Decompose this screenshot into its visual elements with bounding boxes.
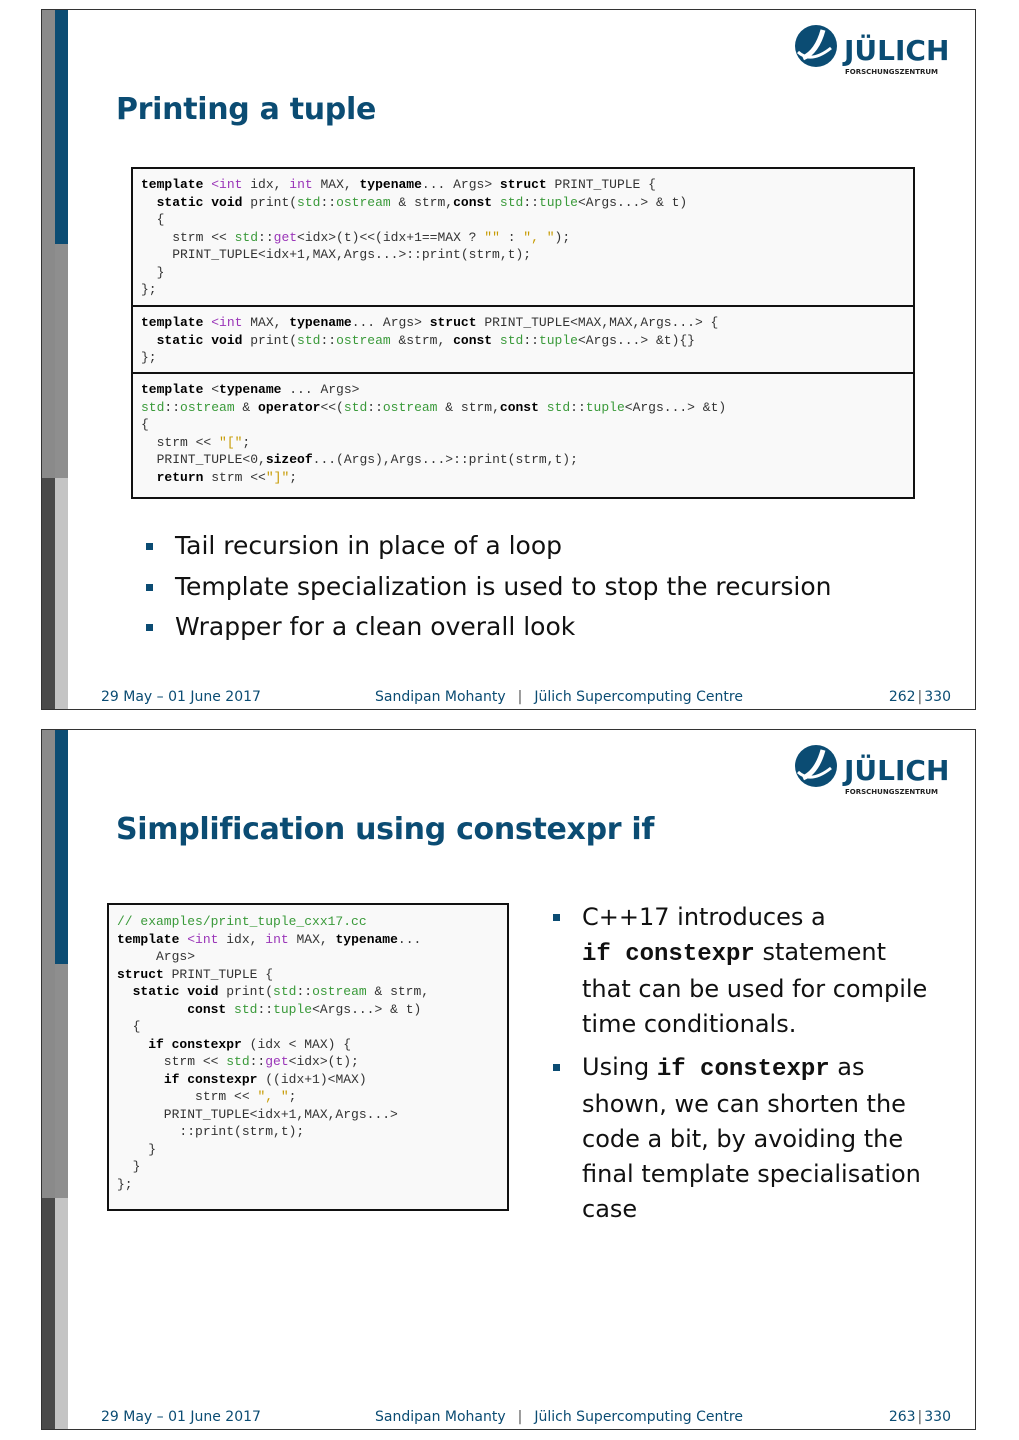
slide-263	[41, 729, 976, 1430]
code-block-print-tuple: template <int idx, int MAX, typename... Args> struct PRINT_TUPLE { static void print(std::ostream & strm,const std::tuple<Args...> & t) { strm << std::get<idx>(t)<<(idx+1==MAX ? "" : ", "); PRINT_TUPLE<idx+1,MAX,Args...>::print(strm,t); } };	[131, 167, 915, 307]
logo-name: JÜLICH	[844, 754, 950, 787]
logo-name: JÜLICH	[844, 34, 950, 67]
side-bar-segment	[55, 1198, 68, 1430]
bullet-icon	[553, 1064, 560, 1071]
footer-author: Sandipan Mohanty	[375, 689, 506, 705]
bullet-icon	[146, 624, 153, 631]
list-item: Using if constexpr as shown, we can shorten the code a bit, by avoiding the final template specialisation case	[548, 1050, 948, 1227]
footer-author: Sandipan Mohanty	[375, 1409, 506, 1425]
bullet-list	[548, 900, 948, 1227]
list-item: Tail recursion in place of a loop	[141, 526, 832, 567]
list-item: Template specialization is used to stop the recursion	[141, 567, 832, 608]
julich-logo	[793, 22, 953, 78]
bullet-icon	[146, 584, 153, 591]
slide-title: Simplification using constexpr if	[116, 812, 655, 847]
code-block-operator: template <typename ... Args> std::ostream & operator<<(std::ostream & strm,const std::tuple<Args...> &t) { strm << "["; PRINT_TUPLE<0,sizeof...(Args),Args...>::print(strm,t); return strm <<"]";	[131, 372, 915, 499]
bullet-icon	[553, 914, 560, 921]
side-bar-segment	[42, 478, 55, 710]
footer-date: 29 May – 01 June 2017	[101, 689, 261, 705]
bullet-list	[141, 526, 832, 648]
side-bar-segment	[55, 964, 68, 1198]
logo-subtitle: FORSCHUNGSZENTRUM	[845, 788, 939, 796]
inline-code: if constexpr	[582, 941, 755, 968]
page-number: 263 | 330	[888, 1409, 951, 1425]
inline-code: if constexpr	[656, 1056, 830, 1083]
slide-262	[41, 9, 976, 710]
footer-center: Sandipan Mohanty | Jülich Supercomputing Centre	[375, 1409, 743, 1425]
slide-title: Printing a tuple	[116, 92, 377, 127]
side-bar-segment	[55, 730, 68, 964]
side-bar-segment	[42, 1198, 55, 1430]
list-item: Wrapper for a clean overall look	[141, 607, 832, 648]
logo-subtitle: FORSCHUNGSZENTRUM	[845, 68, 939, 76]
page-number: 262 | 330	[888, 689, 951, 705]
list-item: C++17 introduces a if constexpr statement that can be used for compile time conditionals.	[548, 900, 948, 1042]
footer-date: 29 May – 01 June 2017	[101, 1409, 261, 1425]
side-bar-segment	[55, 478, 68, 710]
side-bar-segment	[42, 10, 55, 478]
footer-institution: Jülich Supercomputing Centre	[534, 689, 743, 705]
footer-institution: Jülich Supercomputing Centre	[534, 1409, 743, 1425]
side-bar-segment	[42, 730, 55, 1198]
side-bar-segment	[55, 10, 68, 244]
code-block-constexpr: // examples/print_tuple_cxx17.cc template <int idx, int MAX, typename... Args> struct PRINT_TUPLE { static void print(std::ostream & strm, const std::tuple<Args...> & t) { if constexpr (idx < MAX) { strm << std::get<idx>(t); if constexpr ((idx+1)<MAX) strm << ", "; PRINT_TUPLE<idx+1,MAX,Args...> ::print(strm,t); } } };	[107, 903, 509, 1211]
julich-logo	[793, 742, 953, 798]
bullet-icon	[146, 543, 153, 550]
footer-center: Sandipan Mohanty | Jülich Supercomputing Centre	[375, 689, 743, 705]
side-bar-segment	[55, 244, 68, 478]
code-block-specialization: template <int MAX, typename... Args> struct PRINT_TUPLE<MAX,MAX,Args...> { static void print(std::ostream &strm, const std::tuple<Args...> &t){} };	[131, 305, 915, 374]
